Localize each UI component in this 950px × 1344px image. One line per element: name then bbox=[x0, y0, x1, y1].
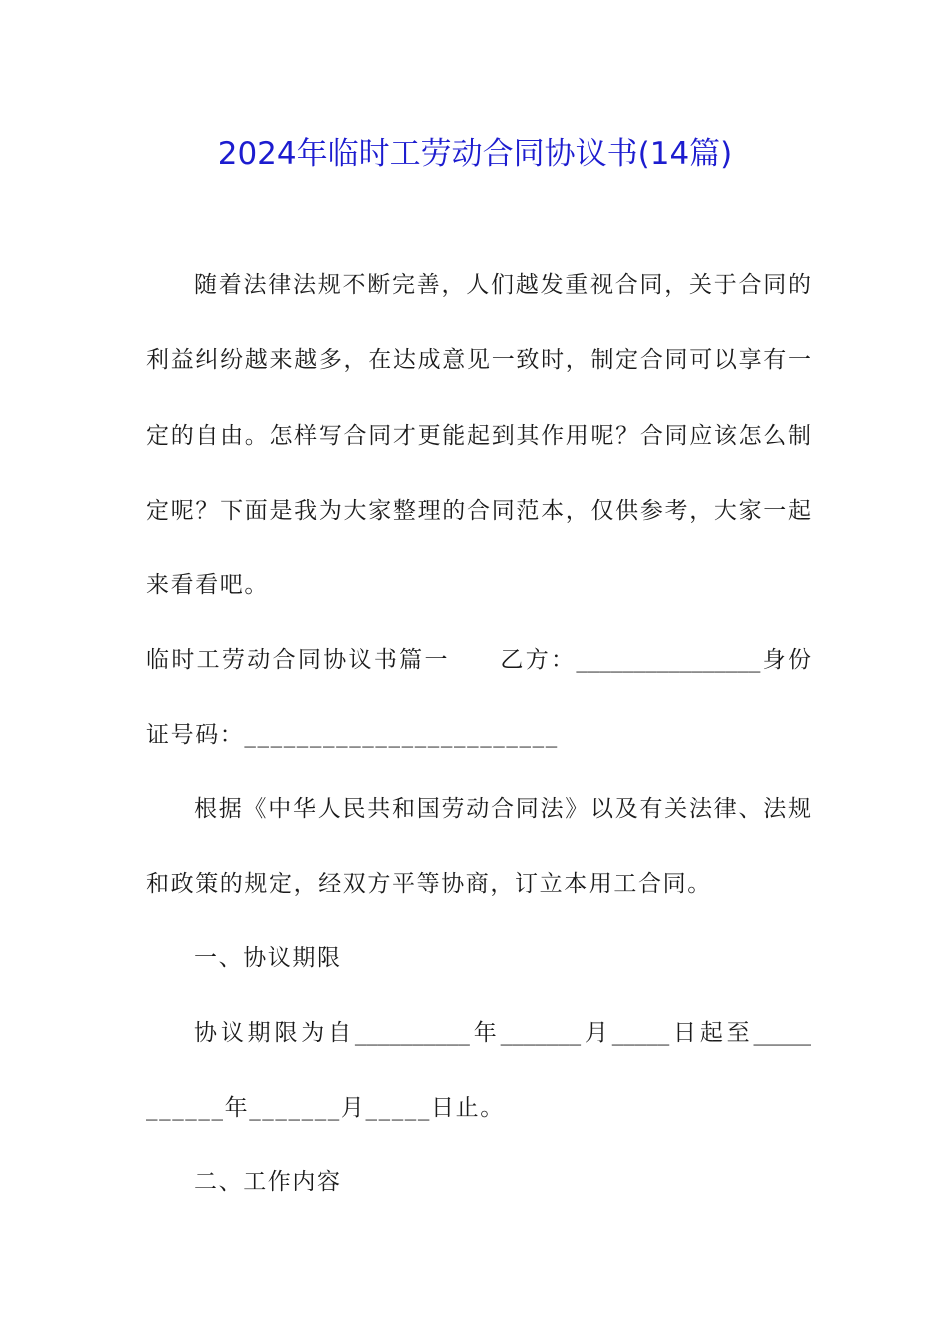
intro-line-5: 来看看吧。 bbox=[146, 572, 269, 598]
intro-line-1: 随着法律法规不断完善，人们越发重视合同，关于合同的 bbox=[194, 272, 811, 298]
intro-line-4: 定呢？下面是我为大家整理的合同范本，仅供参考，大家一起 bbox=[146, 498, 811, 524]
basis-line-2: 和政策的规定，经双方平等协商，订立本用工合同。 bbox=[146, 871, 712, 897]
document-title: 2024年临时工劳动合同协议书(14篇) bbox=[217, 136, 733, 172]
intro-line-2: 利益纠纷越来越多，在达成意见一致时，制定合同可以享有一 bbox=[146, 347, 811, 373]
party-line-2: 证号码：________________________ bbox=[146, 722, 559, 748]
section-heading-work: 二、工作内容 bbox=[194, 1169, 342, 1195]
party-line-1: 临时工劳动合同协议书篇一 乙方：________________身份 bbox=[146, 647, 811, 673]
section-heading-term: 一、协议期限 bbox=[194, 945, 342, 971]
term-line-2: ______年_______月_____日止。 bbox=[146, 1095, 505, 1121]
basis-line-1: 根据《中华人民共和国劳动合同法》以及有关法律、法规 bbox=[194, 796, 811, 822]
intro-line-3: 定的自由。怎样写合同才更能起到其作用呢？合同应该怎么制 bbox=[146, 423, 811, 449]
term-line-1: 协议期限为自__________年_______月_____日起至_____ bbox=[194, 1020, 811, 1046]
